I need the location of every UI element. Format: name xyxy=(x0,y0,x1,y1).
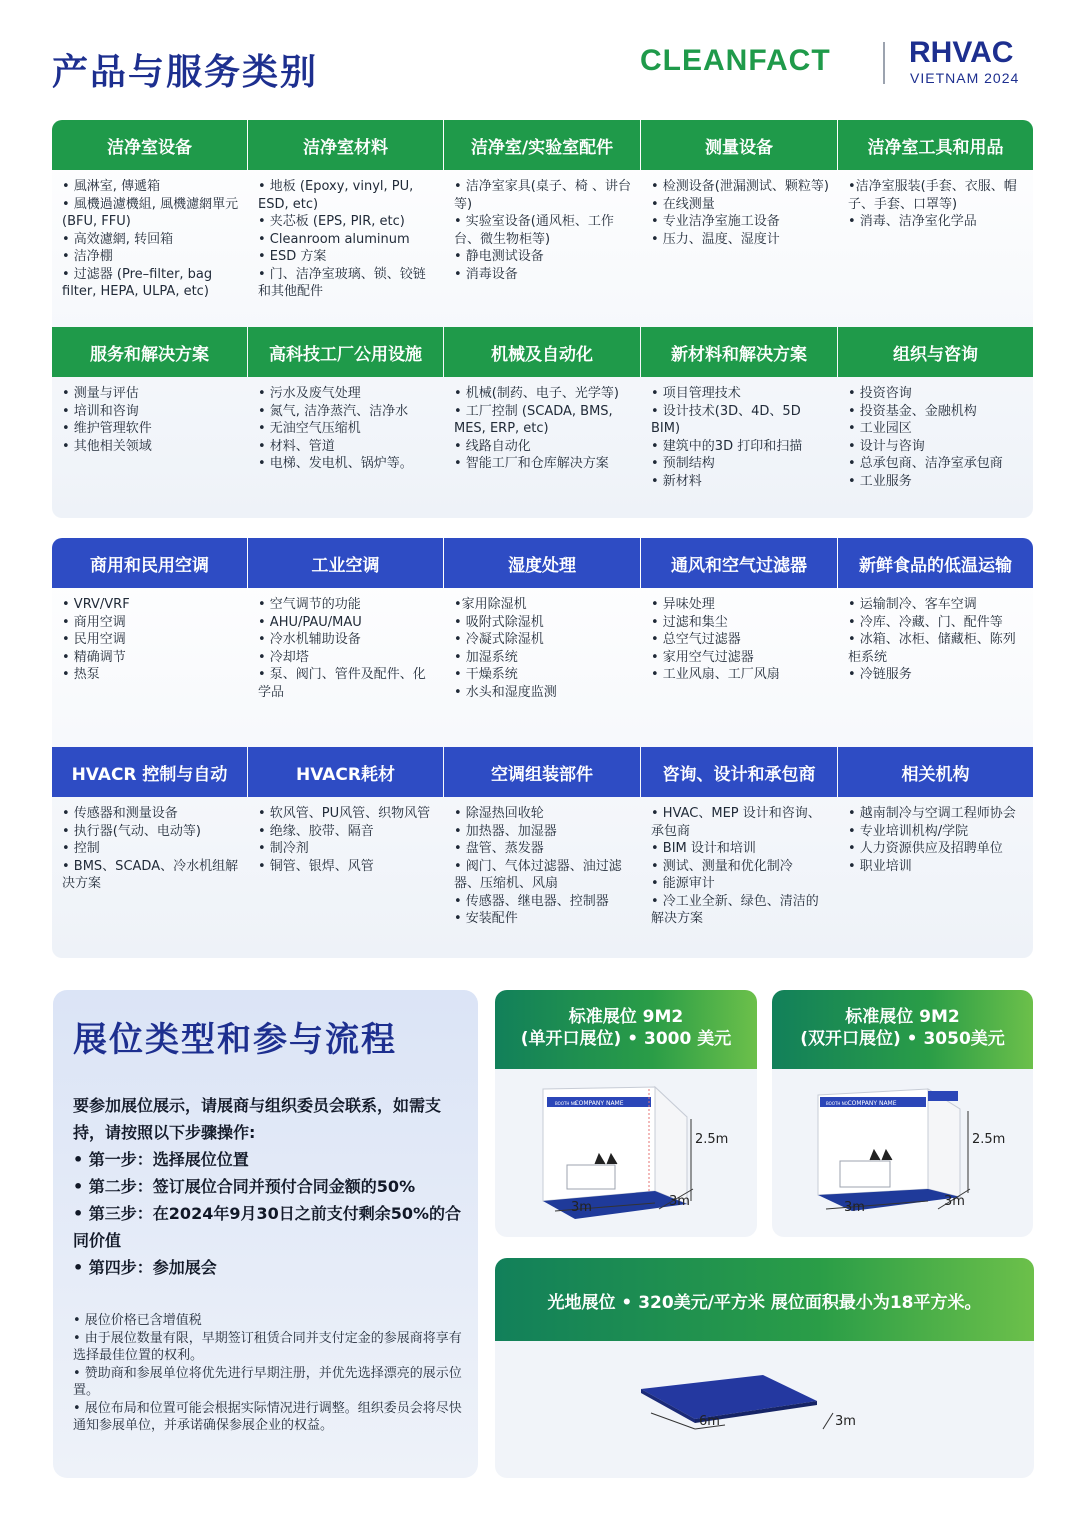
category-item: • 铜管、银焊、风管 xyxy=(258,858,374,874)
category-header: 新材料和解决方案 xyxy=(641,327,837,377)
category-item: • 电梯、发电机、锅炉等。 xyxy=(258,456,413,471)
space-booth-header xyxy=(495,1258,1034,1341)
category-item: • 投资咨询 xyxy=(848,386,912,401)
category-item: • 冰箱、冰柜、储藏柜、陈列 柜系统 xyxy=(848,632,1016,665)
category-item-list xyxy=(651,805,837,928)
category-header: 相关机构 xyxy=(838,747,1033,797)
category-item: • 线路自动化 xyxy=(454,438,531,454)
category-item-list xyxy=(454,805,640,928)
category-header: HVACR耗材 xyxy=(248,747,443,797)
category-header: 湿度处理 xyxy=(444,538,640,588)
category-item-list xyxy=(62,178,247,301)
standard-booth-single-card xyxy=(495,990,757,1237)
category-item-list xyxy=(651,596,837,684)
category-item: • 夹芯板 (EPS, PIR, etc) xyxy=(258,214,405,229)
category-item-list xyxy=(258,178,443,301)
process-note: • 展位价格已含增值税 xyxy=(73,1313,202,1328)
category-item: • 消毒、洁净室化学品 xyxy=(848,214,977,229)
category-item: • ESD 方案 xyxy=(258,249,327,264)
category-item: • 机械(制药、电子、光学等) xyxy=(454,386,619,401)
category-item: • 精确调节 xyxy=(62,649,126,665)
space-depth-label: 3m xyxy=(835,1414,856,1429)
category-item-list xyxy=(62,385,247,455)
category-header: 新鲜食品的低温运输 xyxy=(838,538,1033,588)
process-step: • 第二步：签订展位合同并预付合同金额的50% xyxy=(73,1177,416,1196)
category-header: 工业空调 xyxy=(248,538,443,588)
category-item: • 异味处理 xyxy=(651,597,715,612)
participation-process-panel xyxy=(53,990,478,1478)
category-item: • 冷却塔 xyxy=(258,649,309,665)
booth-height-label: 2.5m xyxy=(972,1132,1006,1147)
category-item: • 职业培训 xyxy=(848,858,912,874)
category-item: • 设计与咨询 xyxy=(848,438,925,454)
category-item: • 在线测量 xyxy=(651,196,715,212)
booth-height-label: 2.5m xyxy=(695,1132,729,1147)
category-item-list xyxy=(62,596,247,684)
category-item: • 专业洁净室施工设备 xyxy=(651,214,780,229)
category-item: • 干燥系统 xyxy=(454,667,518,682)
category-item: •家用除湿机 xyxy=(454,597,527,612)
category-item: • 其他相关领域 xyxy=(62,438,152,454)
booth-width-label: 3m xyxy=(844,1200,865,1215)
category-row xyxy=(52,327,1033,518)
category-item: • 热泵 xyxy=(62,667,100,682)
process-note: • 赞助商和参展单位将优先进行早期注册，并优先选择漂亮的展示位置。 xyxy=(73,1365,462,1398)
category-item: • 洁净棚 xyxy=(62,249,113,264)
category-item: • 加热器、加湿器 xyxy=(454,823,557,839)
category-item: • 家用空气过滤器 xyxy=(651,649,754,665)
category-item: • 冷链服务 xyxy=(848,667,912,682)
category-item: • 项目管理技术 xyxy=(651,386,741,401)
category-item: • 软风管、PU风管、织物风管 xyxy=(258,806,431,821)
category-header: 洁净室工具和用品 xyxy=(838,120,1033,170)
category-item: • 阀门、气体过滤器、油过滤 器、压缩机、风扇 xyxy=(454,858,622,891)
category-item: • 建筑中的3D 打印和扫描 xyxy=(651,438,803,454)
category-item: • 冷水机辅助设备 xyxy=(258,632,361,647)
category-header: HVACR 控制与自动 xyxy=(52,747,247,797)
category-item: • 投资基金、金融机构 xyxy=(848,403,977,419)
process-step: • 第四步：参加展会 xyxy=(73,1258,217,1277)
page-title: 产品与服务类别 xyxy=(52,52,319,93)
category-header: 空调组装部件 xyxy=(444,747,640,797)
booth-type-label: 标准展位 9M2 xyxy=(845,1007,960,1027)
category-header: 洁净室设备 xyxy=(52,120,247,170)
booth-card-header xyxy=(495,990,757,1069)
category-item: • 总承包商、洁净室承包商 xyxy=(848,456,1003,471)
category-header: 洁净室/实验室配件 xyxy=(444,120,640,170)
category-item: • 测试、测量和优化制冷 xyxy=(651,858,793,874)
category-item: • 制冷剂 xyxy=(258,841,309,856)
category-item: • 实验室设备(通风柜、工作台、微生物柜等) xyxy=(454,214,614,247)
space-only-illustration xyxy=(495,1341,1034,1478)
category-item: • 泵、阀门、管件及配件、化 学品 xyxy=(258,667,426,700)
category-item: • 培训和咨询 xyxy=(62,403,139,419)
category-item: • BMS、SCADA、冷水机组解决方案 xyxy=(62,858,239,891)
category-item-list xyxy=(454,596,640,701)
category-item-list xyxy=(62,805,247,893)
category-item: • 维护管理软件 xyxy=(62,421,152,436)
category-item: • 風機過濾機組, 風機濾網單元(BFU, FFU) xyxy=(62,196,239,229)
category-item: • 测量与评估 xyxy=(62,386,139,401)
process-title: 展位类型和参与流程 xyxy=(73,1020,397,1060)
category-item: • 绝缘、胶带、隔音 xyxy=(258,823,374,839)
rhvac-logo-subtitle: VIETNAM 2024 xyxy=(910,70,1020,86)
process-steps xyxy=(73,1092,468,1281)
category-item: • 加湿系统 xyxy=(454,649,518,665)
booth-depth-label: 3m xyxy=(944,1194,965,1209)
category-item: • AHU/PAU/MAU xyxy=(258,614,362,630)
category-item-list xyxy=(651,385,837,490)
category-header: 服务和解决方案 xyxy=(52,327,247,377)
category-item: • 过滤和集尘 xyxy=(651,614,728,630)
booth-sign-text: COMPANY NAME xyxy=(847,1100,897,1107)
category-item-list xyxy=(848,385,1033,490)
category-item: • 控制 xyxy=(62,841,100,856)
standard-booth-double-card xyxy=(772,990,1033,1237)
category-item: •洁净室服装(手套、衣服、帽子、手套、口罩等) xyxy=(848,179,1017,212)
booth-double-illustration xyxy=(772,1069,1033,1237)
category-item: • 工业风扇、工厂风扇 xyxy=(651,667,780,682)
category-item: • 专业培训机构/学院 xyxy=(848,823,969,839)
category-item: • 传感器和测量设备 xyxy=(62,806,178,821)
process-note: • 由于展位数量有限，早期签订租赁合同并支付定金的参展商将享有选择最佳位置的权利。 xyxy=(73,1330,462,1363)
category-item: • 新材料 xyxy=(651,473,702,489)
category-item: • 能源审计 xyxy=(651,876,715,891)
category-item: • 風淋室, 傳遞箱 xyxy=(62,179,161,194)
hvac-categories xyxy=(52,538,1033,958)
booth-depth-label: 3m xyxy=(669,1194,690,1209)
booth-type-label: 标准展位 9M2 xyxy=(568,1007,684,1027)
category-header: 商用和民用空调 xyxy=(52,538,247,588)
process-note: • 展位布局和位置可能会根据实际情况进行调整。组织委员会将尽快通知参展单位，并承诺确保参展企业的权益。 xyxy=(73,1400,462,1433)
space-booth-text: 光地展位 • 320美元/平方米 展位面积最小为18平方米。 xyxy=(547,1293,982,1313)
category-item: • 传感器、继电器、控制器 xyxy=(454,893,609,909)
category-header: 洁净室材料 xyxy=(248,120,443,170)
cleanroom-categories xyxy=(52,120,1033,518)
category-item: • 静电测试设备 xyxy=(454,249,544,264)
category-item: • 冷库、冷藏、门、配件等 xyxy=(848,614,1003,630)
category-item: • 空气调节的功能 xyxy=(258,597,361,612)
category-item: • 水头和湿度监测 xyxy=(454,684,557,700)
category-item-list xyxy=(258,596,443,701)
category-item: • 高效濾網, 转回箱 xyxy=(62,231,174,247)
process-intro-text: 要参加展位展示，请展商与组织委员会联系，如需支持，请按照以下步骤操作: xyxy=(73,1096,442,1142)
category-item: • BIM 设计和培训 xyxy=(651,841,756,856)
category-item: • Cleanroom aluminum xyxy=(258,231,410,247)
category-item: • 压力、温度、湿度计 xyxy=(651,231,780,247)
booth-number-text: BOOTH NO xyxy=(555,1101,577,1106)
category-item: • 除湿热回收轮 xyxy=(454,806,544,821)
category-item: • 安装配件 xyxy=(454,911,518,926)
booth-card-header xyxy=(772,990,1033,1069)
category-item: • 污水及废气处理 xyxy=(258,386,361,401)
category-item: • 材料、管道 xyxy=(258,438,335,454)
process-notes xyxy=(73,1312,468,1435)
category-header: 测量设备 xyxy=(641,120,837,170)
booth-single-illustration xyxy=(495,1069,757,1237)
category-header: 机械及自动化 xyxy=(444,327,640,377)
category-item: • 过滤器 (Pre–filter, bag filter, HEPA, ULPA, etc) xyxy=(62,266,213,299)
category-item: • 检测设备(泄漏测试、颗粒等) xyxy=(651,179,829,194)
category-item: • 人力资源供应及招聘单位 xyxy=(848,841,1003,856)
category-item-list xyxy=(848,178,1033,231)
category-item-list xyxy=(848,596,1033,684)
booth-number-text: BOOTH NO xyxy=(826,1101,848,1106)
category-item: • 总空气过滤器 xyxy=(651,632,741,647)
category-item-list xyxy=(848,805,1033,875)
logo-divider xyxy=(883,42,885,84)
category-item: • 地板 (Epoxy, vinyl, PU, ESD, etc) xyxy=(258,179,414,212)
process-step: • 第一步：选择展位位置 xyxy=(73,1150,249,1169)
process-step: • 第三步：在2024年9月30日之前支付剩余50%的合同价值 xyxy=(73,1204,462,1250)
category-header: 组织与咨询 xyxy=(838,327,1033,377)
category-item: • 盘管、蒸发器 xyxy=(454,841,544,856)
category-header: 咨询、设计和承包商 xyxy=(641,747,837,797)
category-item-list xyxy=(454,385,640,473)
category-item-list xyxy=(651,178,837,248)
category-item: • 无油空气压缩机 xyxy=(258,421,361,436)
category-row xyxy=(52,538,1033,745)
cleanfact-logo: CLEANFACT xyxy=(640,44,831,77)
category-item: • 冷工业全新、绿色、清洁的解决方案 xyxy=(651,893,819,926)
space-only-booth-card xyxy=(495,1258,1034,1478)
rhvac-logo: RHVAC xyxy=(909,36,1014,69)
category-item: • 消毒设备 xyxy=(454,266,518,282)
booth-width-label: 3m xyxy=(571,1200,592,1215)
category-item: • 门、洁净室玻璃、锁、铰链和其他配件 xyxy=(258,266,426,299)
category-item: • 工业服务 xyxy=(848,473,912,489)
category-item: • 吸附式除湿机 xyxy=(454,614,544,630)
category-item-list xyxy=(454,178,640,283)
category-item: • 设计技术(3D、4D、5D BIM) xyxy=(651,403,801,436)
category-item: • 民用空调 xyxy=(62,632,126,647)
category-header: 高科技工厂公用设施 xyxy=(248,327,443,377)
category-item: • 越南制冷与空调工程师协会 xyxy=(848,806,1016,821)
category-item: • 预制结构 xyxy=(651,456,715,471)
category-item: • 工厂控制 (SCADA, BMS, MES, ERP, etc) xyxy=(454,403,613,436)
category-item: • 工业园区 xyxy=(848,421,912,436)
category-item: • 执行器(气动、电动等) xyxy=(62,823,201,839)
category-row xyxy=(52,120,1033,325)
booth-price-label: (单开口展位) • 3000 美元 xyxy=(520,1029,732,1049)
category-item: • 洁净室家具(桌子、椅 、讲台等) xyxy=(454,179,632,212)
category-item: • 氮气, 洁净蒸汽、洁净水 xyxy=(258,403,409,419)
space-length-label: 6m xyxy=(699,1414,720,1429)
category-item: • HVAC、MEP 设计和咨询、承包商 xyxy=(651,806,821,839)
category-item-list xyxy=(258,385,443,473)
category-header: 通风和空气过滤器 xyxy=(641,538,837,588)
category-item: • 运输制冷、客车空调 xyxy=(848,597,977,612)
category-item: • 冷凝式除湿机 xyxy=(454,632,544,647)
category-item-list xyxy=(258,805,443,875)
category-row xyxy=(52,747,1033,958)
category-item: • 智能工厂和仓库解决方案 xyxy=(454,456,609,471)
category-item: • VRV/VRF xyxy=(62,597,130,612)
booth-sign-text: COMPANY NAME xyxy=(574,1100,624,1107)
booth-price-label: (双开口展位) • 3050美元 xyxy=(800,1029,1005,1049)
category-item: • 商用空调 xyxy=(62,614,126,630)
